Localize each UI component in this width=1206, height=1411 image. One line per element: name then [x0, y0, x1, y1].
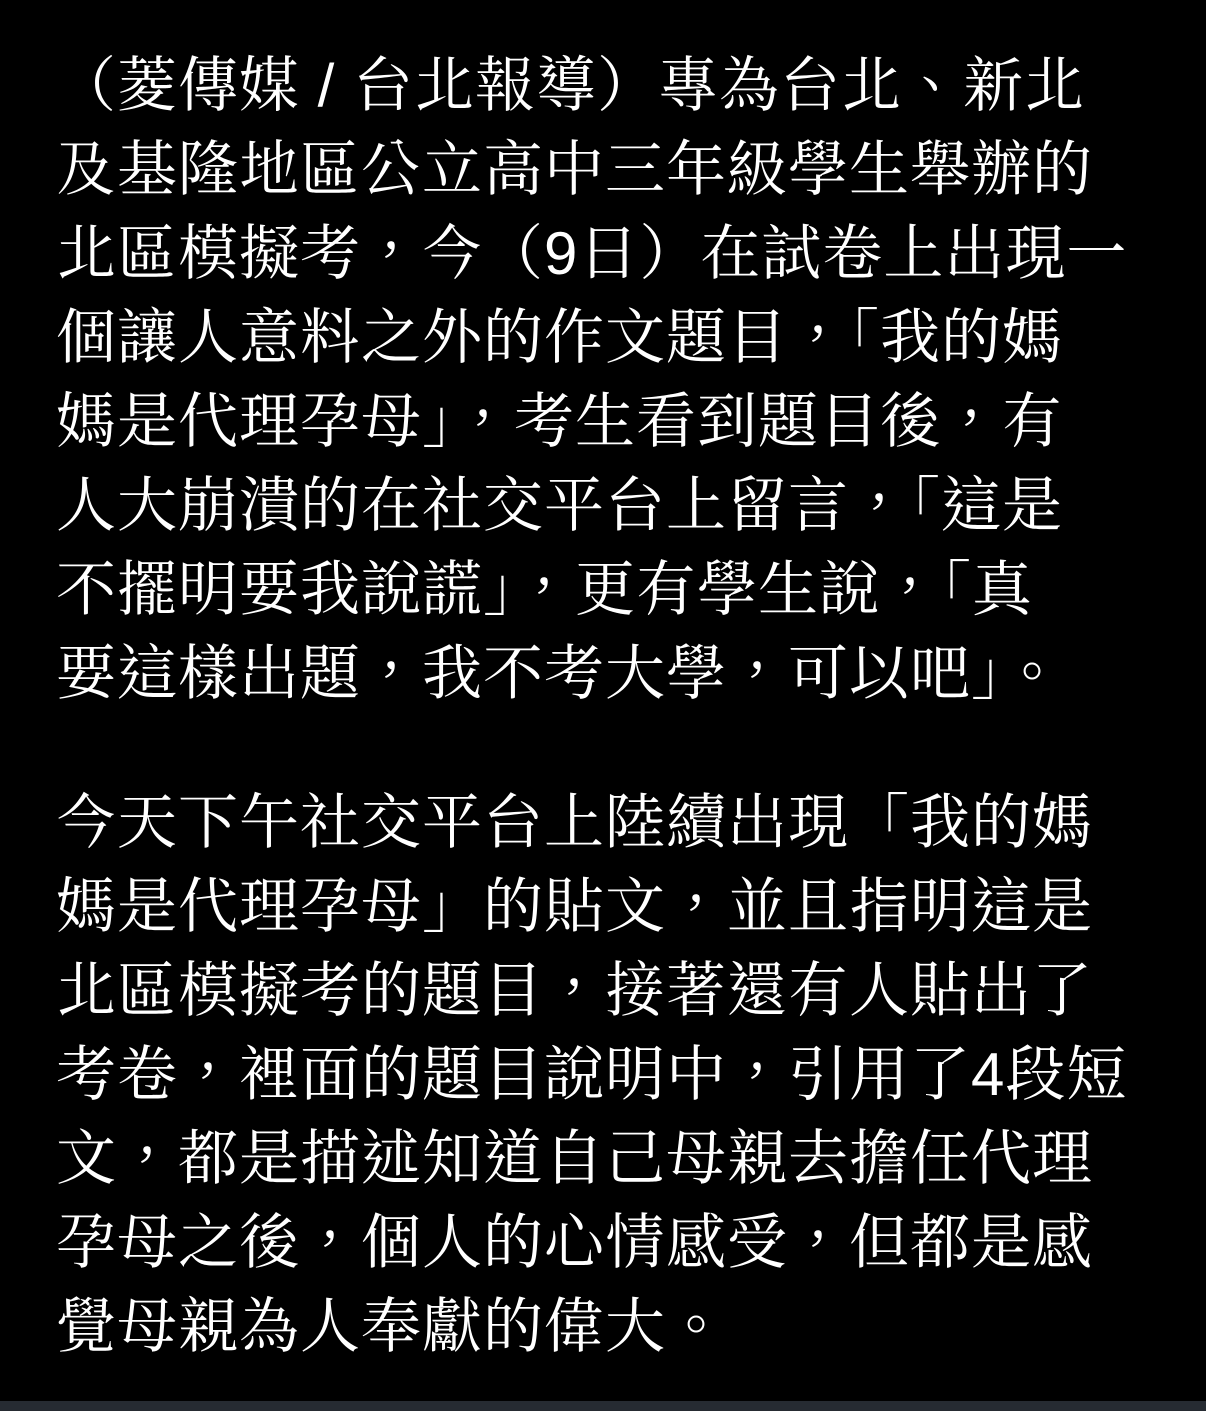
article-line: 媽是代理孕母」的貼文，並且指明這是	[56, 873, 1093, 940]
paragraph-1	[56, 44, 1172, 716]
bottom-bar	[0, 1401, 1206, 1411]
paragraph-2	[56, 781, 1172, 1369]
article-line: 人大崩潰的在社交平台上留言，「這是	[56, 472, 1063, 539]
article-line: 媽是代理孕母」，考生看到題目後，有	[56, 388, 1063, 455]
article-line: 不擺明要我說謊」，更有學生說，「真	[56, 556, 1033, 623]
article-line: 北區模擬考的題目，接著還有人貼出了	[56, 957, 1093, 1024]
article-line: 文，都是描述知道自己母親去擔任代理	[56, 1125, 1093, 1192]
article-line: 覺母親為人奉獻的偉大。	[56, 1293, 727, 1360]
article-line: 個讓人意料之外的作文題目，「我的媽	[56, 304, 1063, 371]
article-line: 要這樣出題，我不考大學，可以吧」。	[56, 640, 1063, 707]
article-line: （菱傳媒 / 台北報導）專為台北、新北	[56, 52, 1086, 119]
article-line: 北區模擬考，今（9日）在試卷上出現一	[56, 220, 1128, 287]
article-line: 及基隆地區公立高中三年級學生舉辦的	[56, 136, 1093, 203]
article-line: 孕母之後，個人的心情感受，但都是感	[56, 1209, 1093, 1276]
article-line: 考卷，裡面的題目說明中，引用了4段短	[56, 1041, 1128, 1108]
article-line: 今天下午社交平台上陸續出現「我的媽	[56, 789, 1093, 856]
